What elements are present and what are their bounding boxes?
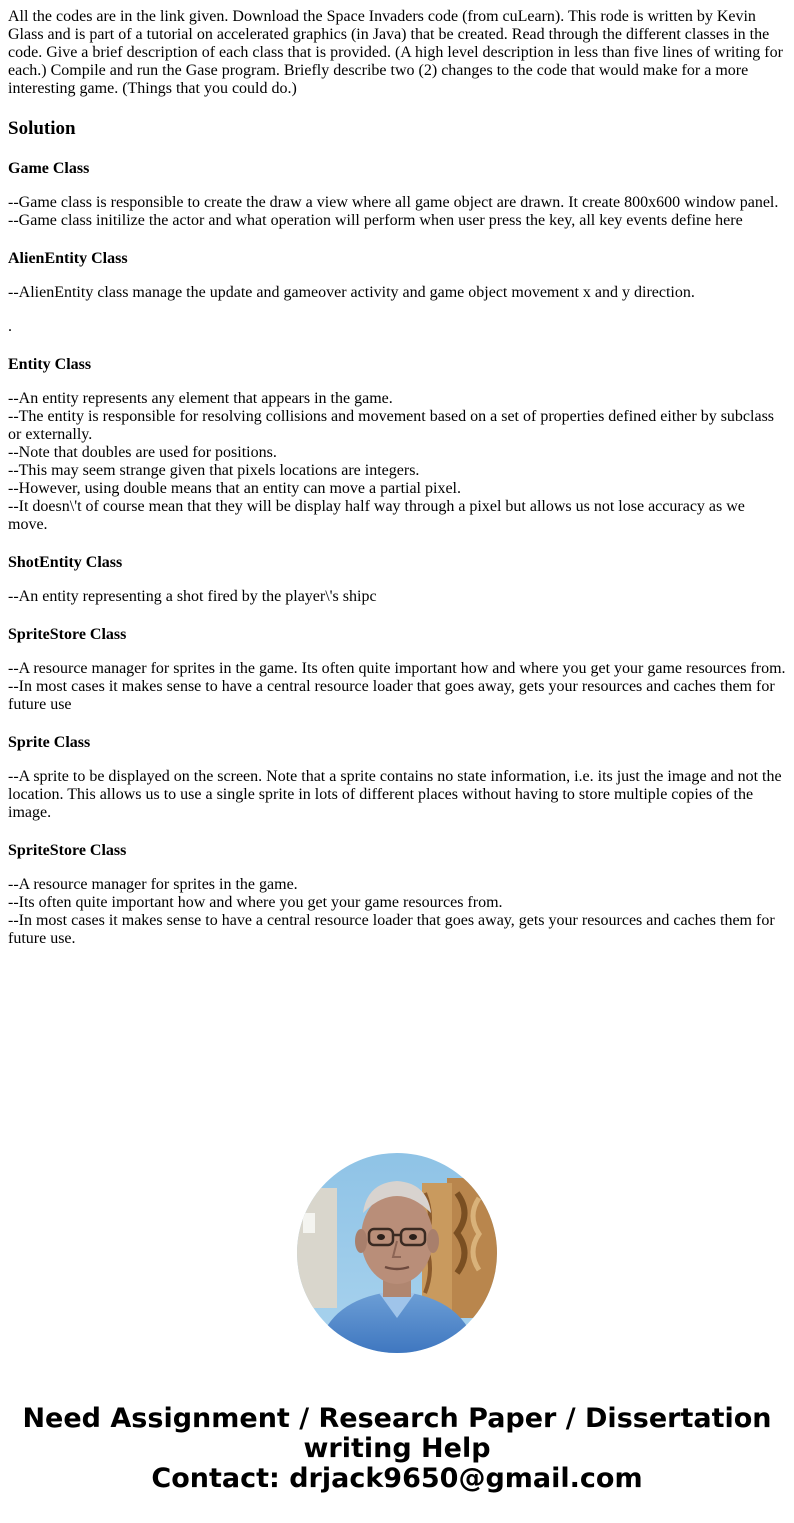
section-title: ShotEntity Class — [8, 554, 123, 571]
section-title: SpriteStore Class — [8, 842, 127, 859]
document-content — [8, 8, 788, 948]
section-spritestore — [8, 626, 788, 714]
footer-promo — [0, 1404, 794, 1494]
question-text: All the codes are in the link given. Download the Space Invaders code (from cuLearn). This rode is written by Kevin Glass and is part of a tutorial on accelerated graphics (in Java) that be created. Read through the different classes in the code. Give a brief description of each class that is provided. (A high level description in less than five lines of writing for each.) Compile and run the Gase program. Briefly describe two (2) changes to the code that would make for a more interesting game. (Things that you could do.) — [8, 8, 783, 97]
section-body — [8, 194, 788, 230]
section-game — [8, 160, 788, 230]
section-line: --In most cases it makes sense to have a central resource loader that goes away, gets your resources and caches them for future use. — [8, 912, 775, 947]
section-body — [8, 390, 788, 534]
section-line: --An entity representing a shot fired by the player\'s shipc — [8, 588, 377, 605]
section-line: --In most cases it makes sense to have a central resource loader that goes away, gets your resources and caches them for future use — [8, 678, 775, 713]
section-line: --However, using double means that an entity can move a partial pixel. — [8, 480, 461, 497]
section-body — [8, 660, 788, 714]
stray-period: . — [8, 318, 12, 335]
section-title: Sprite Class — [8, 734, 91, 751]
section-body — [8, 768, 788, 822]
author-avatar — [297, 1153, 497, 1353]
section-line: --This may seem strange given that pixels locations are integers. — [8, 462, 420, 479]
section-line: --A sprite to be displayed on the screen. Note that a sprite contains no state information, i.e. its just the image and not the location. This allows us to use a single sprite in lots of different places without having to store multiple copies of the image. — [8, 768, 782, 821]
section-line: --The entity is responsible for resolving collisions and movement based on a set of properties defined either by subclass or externally. — [8, 408, 775, 443]
section-sprite — [8, 734, 788, 822]
footer-contact: Contact: drjack9650@gmail.com — [151, 1463, 643, 1494]
section-line: --An entity represents any element that appears in the game. — [8, 390, 393, 407]
footer-line-1: Need Assignment / Research Paper / Dissertation — [22, 1403, 772, 1434]
section-spritestore-2 — [8, 842, 788, 948]
section-title: AlienEntity Class — [8, 250, 128, 267]
section-line: --It doesn\'t of course mean that they will be display half way through a pixel but allows us not lose accuracy as we move. — [8, 498, 745, 533]
section-line: --A resource manager for sprites in the game. Its often quite important how and where you get your game resources from. — [8, 660, 786, 677]
section-line: --Game class is responsible to create the draw a view where all game object are drawn. It create 800x600 window panel. — [8, 194, 779, 211]
section-body — [8, 876, 788, 948]
section-line: --A resource manager for sprites in the game. — [8, 876, 298, 893]
footer-line-2: writing Help — [303, 1433, 491, 1464]
section-entity — [8, 356, 788, 534]
section-title: Game Class — [8, 160, 90, 177]
section-line: --Note that doubles are used for positions. — [8, 444, 277, 461]
author-portrait-image — [297, 1153, 497, 1353]
section-shotentity — [8, 554, 788, 606]
section-line: --AlienEntity class manage the update and gameover activity and game object movement x and y direction. — [8, 284, 695, 301]
section-body — [8, 284, 788, 302]
section-body — [8, 588, 788, 606]
solution-heading: Solution — [8, 118, 76, 139]
section-title: Entity Class — [8, 356, 92, 373]
section-line: --Its often quite important how and where you get your game resources from. — [8, 894, 503, 911]
section-title: SpriteStore Class — [8, 626, 127, 643]
section-line: --Game class initilize the actor and what operation will perform when user press the key, all key events define here — [8, 212, 743, 229]
section-alienentity — [8, 250, 788, 336]
